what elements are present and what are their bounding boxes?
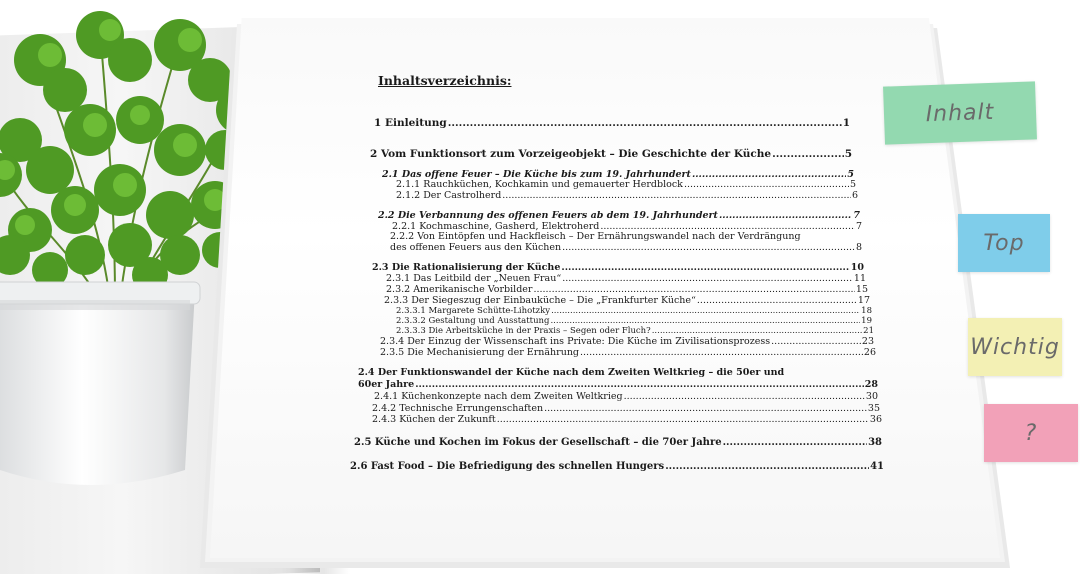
toc-entry <box>374 117 850 130</box>
toc-entry-title: 2.4.1 Küchenkonzepte nach dem Zweiten Weltkrieg <box>374 391 623 402</box>
toc-entry-title: 2.1.2 Der Castrolherd <box>396 190 502 201</box>
toc-entry-page: 10 <box>850 262 864 273</box>
toc-entry-title: 2.3.3.1 Margarete Schütte-Lihotzky <box>396 306 551 316</box>
toc-entry-page: 19 <box>861 316 872 326</box>
toc-entry-page: 28 <box>864 379 878 390</box>
toc-entry-title: 2.3 Die Rationalisierung der Küche <box>372 262 561 273</box>
toc-entry-page: 26 <box>863 347 876 358</box>
toc-entry <box>354 436 882 449</box>
sticky-note-label: Top <box>983 230 1025 256</box>
toc-entry <box>372 413 882 426</box>
toc-entry-title: 2.1 Das offene Feuer – Die Küche bis zum 19. Jahrhundert <box>382 169 691 180</box>
toc-entry-page: 35 <box>867 403 880 414</box>
toc-entry <box>350 460 884 473</box>
toc-entry-page: 41 <box>870 461 884 472</box>
toc-entry-title: 2.3.5 Die Mechanisierung der Ernährung <box>380 347 580 358</box>
toc-entry-page: 5 <box>844 148 852 160</box>
toc-entry-title: des offenen Feuers aus den Küchen <box>390 242 562 253</box>
toc-entry-title: 60er Jahre <box>358 379 415 390</box>
toc-entry-title: 2.4.2 Technische Errungenschaften <box>372 403 544 414</box>
toc-entry <box>380 346 876 359</box>
toc-entry-page: 15 <box>855 284 868 295</box>
toc-heading: Inhaltsverzeichnis: <box>378 73 512 88</box>
toc-entry-title: 2.5 Küche und Kochen im Fokus der Gesellschaft – die 70er Jahre <box>354 437 722 448</box>
toc-entry-page: 7 <box>853 210 860 221</box>
toc-entry-title: 2.1.1 Rauchküchen, Kochkamin und gemauerter Herdblock <box>396 179 683 190</box>
toc-entry <box>370 148 852 161</box>
toc-entry-title: 2.3.1 Das Leitbild der „Neuen Frau“ <box>386 273 562 284</box>
toc-entry-page: 18 <box>861 306 872 316</box>
toc-entry-title: 2.2.1 Kochmaschine, Gasherd, Elektroherd <box>392 221 600 232</box>
toc-entry-page: 5 <box>847 169 854 180</box>
toc-entry <box>396 189 858 202</box>
toc-entry-title: 2.3.2 Amerikanische Vorbilder <box>386 284 533 295</box>
toc-entry-title: 2.4 Der Funktionswandel der Küche nach dem Zweiten Weltkrieg – die 50er und <box>358 367 785 378</box>
toc-entry-title: 2.3.3.3 Die Arbeitsküche in der Praxis – Segen oder Fluch? <box>396 326 651 336</box>
toc-entry-page: 36 <box>869 414 882 425</box>
toc-entry <box>390 241 862 254</box>
toc-entry-page: 21 <box>863 326 874 336</box>
toc-entry-title: 2.2.2 Von Eintöpfen und Hackfleisch – Der Ernährungswandel nach der Verdrängung <box>390 231 801 242</box>
toc-entry-page: 7 <box>855 221 862 232</box>
toc-entry-title: 2.3.4 Der Einzug der Wissenschaft ins Private: Die Küche im Zivilisationsprozess <box>380 336 771 347</box>
toc-entry-page: 1 <box>842 117 850 129</box>
toc-entry-page: 11 <box>853 273 866 284</box>
toc-entry-page: 30 <box>865 391 878 402</box>
sticky-note-label: ? <box>1024 420 1038 446</box>
toc-entry-page: 5 <box>849 179 856 190</box>
toc-entry-page: 17 <box>857 295 870 306</box>
toc-entry-page: 8 <box>855 242 862 253</box>
toc-entry-title: 2.4.3 Küchen der Zukunft <box>372 414 496 425</box>
toc-entry-page: 6 <box>851 190 858 201</box>
toc-entry-page: 23 <box>861 336 874 347</box>
toc-entry-title: 2.2 Die Verbannung des offenen Feuers ab dem 19. Jahrhundert <box>378 210 718 221</box>
toc-entry-title: 2.6 Fast Food – Die Befriedigung des schnellen Hungers <box>350 461 665 472</box>
toc-entry-title: 2.3.3 Der Siegeszug der Einbauküche – Die „Frankfurter Küche“ <box>384 295 696 306</box>
toc-entry-page: 38 <box>868 437 882 448</box>
toc-entry-title: 2 Vom Funktionsort zum Vorzeigeobjekt – Die Geschichte der Küche <box>370 148 772 160</box>
toc-entry-title: 1 Einleitung <box>374 117 447 129</box>
sticky-note-label: Inhalt <box>925 99 995 127</box>
toc-entry-title: 2.3.3.2 Gestaltung und Ausstattung <box>396 316 550 326</box>
sticky-note-label: Wichtig <box>970 334 1060 360</box>
